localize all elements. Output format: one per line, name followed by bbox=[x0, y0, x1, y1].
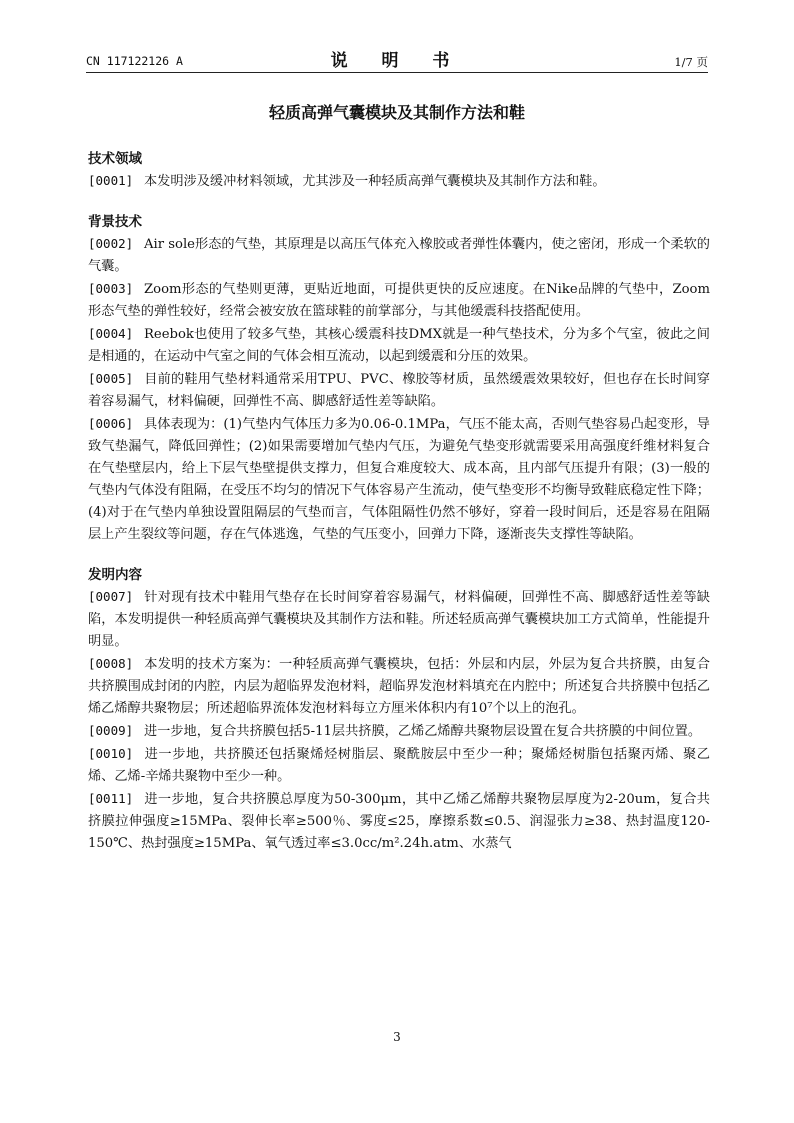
page-indicator: 1/7 页 bbox=[674, 55, 708, 69]
section-heading: 发明内容 bbox=[88, 567, 142, 583]
paragraph-number: [0006] bbox=[88, 416, 134, 431]
paragraph-number: [0004] bbox=[88, 326, 134, 341]
paragraph bbox=[88, 368, 710, 413]
paragraph-text: 进一步地，共挤膜还包括聚烯烃树脂层、聚酰胺层中至少一种；聚烯烃树脂包括聚丙烯、聚乙烯、乙烯-辛烯共聚物中至少一种。 bbox=[88, 747, 710, 784]
paragraph-number: [0005] bbox=[88, 371, 134, 386]
paragraph-number: [0008] bbox=[88, 656, 134, 671]
section-heading: 技术领域 bbox=[88, 151, 142, 167]
paragraph-number: [0007] bbox=[88, 589, 134, 604]
paragraph-text: 本发明涉及缓冲材料领域，尤其涉及一种轻质高弹气囊模块及其制作方法和鞋。 bbox=[144, 174, 606, 189]
document-type: 说 明 书 bbox=[330, 51, 464, 71]
paragraph bbox=[88, 170, 710, 193]
paragraph-number: [0002] bbox=[88, 236, 134, 251]
page-number: 3 bbox=[393, 1030, 401, 1044]
paragraph bbox=[88, 323, 710, 368]
paragraph bbox=[88, 233, 710, 278]
paragraph-text: 具体表现为：(1)气垫内气体压力多为0.06-0.1MPa，气压不能太高，否则气垫容易凸起变形，导致气垫漏气，降低回弹性；(2)如果需要增加气垫内气压，为避免气垫变形就需要采用高强度纤维材料复合在气垫壁层内，给上下层气垫壁提供支撑力，但复合难度较大、成本高，且内部气压提升有限；(3)一般的气垫内气体没有阻隔，在受压不均匀的情况下气体容易产生流动，使气垫变形不均衡导致鞋底稳定性下降；(4)对于在气垫内单独设置阻隔层的气垫而言，气体阻隔性仍然不够好，穿着一段时间后，还是容易在阻隔层上产生裂纹等问题，存在气体逃逸，气垫的气压变小，回弹力下降，逐渐丧失支撑性等缺陷。 bbox=[88, 417, 710, 542]
paragraph-text: 进一步地，复合共挤膜总厚度为50-300μm，其中乙烯乙烯醇共聚物层厚度为2-20um，复合共挤膜拉伸强度≥15MPa、裂伸长率≥500％、雾度≤25，摩擦系数≤0.5、润湿张力≥38、热封温度120-150℃、热封强度≥15MPa、氧气透过率≤3.0cc/m².24h.atm、水蒸气 bbox=[88, 792, 710, 851]
paragraph bbox=[88, 788, 710, 855]
paragraph-text: Air sole形态的气垫，其原理是以高压气体充入橡胶或者弹性体囊内，使之密闭，形成一个柔软的气囊。 bbox=[88, 237, 710, 274]
paragraph-number: [0003] bbox=[88, 281, 134, 296]
paragraph-text: 针对现有技术中鞋用气垫存在长时间穿着容易漏气，材料偏硬，回弹性不高、脚感舒适性差等缺陷，本发明提供一种轻质高弹气囊模块及其制作方法和鞋。所述轻质高弹气囊模块加工方式简单，性能提升明显。 bbox=[88, 590, 710, 649]
paragraph-text: 进一步地，复合共挤膜包括5-11层共挤膜，乙烯乙烯醇共聚物层设置在复合共挤膜的中间位置。 bbox=[144, 724, 702, 739]
paragraph-number: [0009] bbox=[88, 723, 134, 738]
paragraph bbox=[88, 743, 710, 788]
paragraph-number: [0001] bbox=[88, 173, 134, 188]
paragraph bbox=[88, 278, 710, 323]
publication-number: CN 117122126 A bbox=[86, 54, 183, 68]
paragraph-text: 本发明的技术方案为：一种轻质高弹气囊模块，包括：外层和内层，外层为复合共挤膜，由复合共挤膜围成封闭的内腔，内层为超临界发泡材料，超临界发泡材料填充在内腔中；所述复合共挤膜中包括乙烯乙烯醇共聚物层；所述超临界流体发泡材料每立方厘米体积内有10⁷个以上的泡孔。 bbox=[88, 657, 710, 716]
page-header bbox=[86, 40, 708, 70]
paragraph-text: Zoom形态的气垫则更薄，更贴近地面，可提供更快的反应速度。在Nike品牌的气垫中，Zoom形态气垫的弹性较好，经常会被安放在篮球鞋的前掌部分，与其他缓震科技搭配使用。 bbox=[88, 282, 710, 319]
paragraph bbox=[88, 413, 710, 546]
paragraph bbox=[88, 653, 710, 720]
document-body bbox=[88, 148, 710, 855]
paragraph-number: [0010] bbox=[88, 746, 134, 761]
header-divider bbox=[86, 72, 708, 73]
paragraph-number: [0011] bbox=[88, 791, 134, 806]
section-heading: 背景技术 bbox=[88, 214, 142, 230]
paragraph bbox=[88, 720, 710, 743]
paragraph-text: 目前的鞋用气垫材料通常采用TPU、PVC、橡胶等材质，虽然缓震效果较好，但也存在长时间穿着容易漏气，材料偏硬，回弹性不高、脚感舒适性差等缺陷。 bbox=[88, 372, 710, 409]
paragraph bbox=[88, 586, 710, 653]
document-title: 轻质高弹气囊模块及其制作方法和鞋 bbox=[268, 103, 525, 122]
paragraph-text: Reebok也使用了较多气垫，其核心缓震科技DMX就是一种气垫技术，分为多个气室，彼此之间是相通的，在运动中气室之间的气体会相互流动，以起到缓震和分压的效果。 bbox=[88, 327, 710, 364]
